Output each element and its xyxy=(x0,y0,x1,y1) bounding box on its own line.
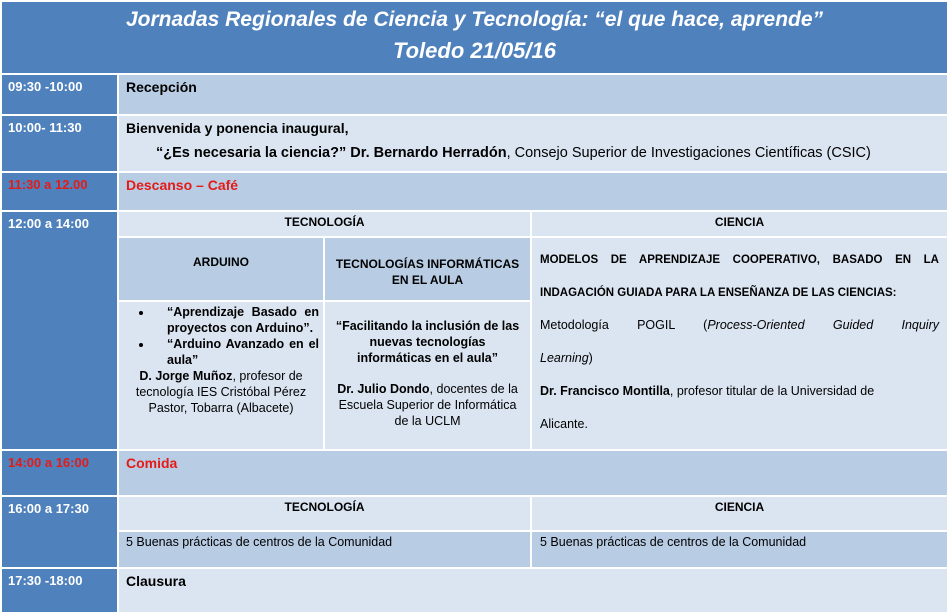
science-cell xyxy=(532,238,947,449)
arduino-speaker-info: , profesor de tecnología IES Cristóbal Pérez Pastor, Tobarra (Albacete) xyxy=(135,369,307,415)
time-cell-closing: 17:30 -18:00 xyxy=(2,569,117,612)
time-cell-reception: 09:30 -10:00 xyxy=(2,75,117,114)
science-method-line xyxy=(540,318,939,332)
science-method-line-2 xyxy=(540,351,593,365)
reception-label: Recepción xyxy=(119,75,947,114)
arduino-talk-list xyxy=(123,304,319,368)
science-speaker-line-2 xyxy=(540,417,588,431)
science-title-1: MODELOS DE APRENDIZAJE COOPERATIVO, BASADO EN LA xyxy=(540,254,939,266)
sessions-science-header: CIENCIA xyxy=(532,212,947,236)
keynote-affiliation: , Consejo Superior de Investigaciones Científicas (CSIC) xyxy=(506,145,871,161)
arduino-cell xyxy=(119,302,323,449)
science-title-2: INDAGACIÓN GUIADA PARA LA ENSEÑANZA DE LAS CIENCIAS: xyxy=(540,287,897,299)
it-speaker-line xyxy=(331,381,524,429)
science-method-italic-2: Learning xyxy=(540,351,589,365)
practices-tech-text: 5 Buenas prácticas de centros de la Comunidad xyxy=(119,532,530,567)
it-talk-title: “Facilitando la inclusión de las nuevas tecnologías informáticas en el aula” xyxy=(335,319,520,365)
arduino-talk-item: • “Arduino Avanzado en el aula” xyxy=(153,336,319,368)
header-date: Toledo 21/05/16 xyxy=(392,38,557,63)
arduino-talk-item: • “Aprendizaje Basado en proyectos con Arduino”. xyxy=(153,304,319,336)
science-method-italic-1: Process-Oriented Guided Inquiry xyxy=(707,318,939,332)
science-speaker-line xyxy=(540,384,874,398)
it-header: TECNOLOGÍAS INFORMÁTICAS EN EL AULA xyxy=(325,238,530,300)
welcome-label: Bienvenida y ponencia inaugural, xyxy=(126,120,349,136)
arduino-speaker-line xyxy=(123,368,319,416)
time-cell-sessions: 12:00 a 14:00 xyxy=(2,212,117,449)
science-speaker-university: Alicante xyxy=(540,417,585,431)
welcome-cell xyxy=(119,116,947,171)
practices-science-text: 5 Buenas prácticas de centros de la Comunidad xyxy=(532,532,947,567)
arduino-speaker: D. Jorge Muñoz xyxy=(139,369,233,383)
time-cell-break: 11:30 a 12.00 xyxy=(2,173,117,210)
agenda-header xyxy=(2,2,947,73)
practices-tech-header: TECNOLOGÍA xyxy=(119,497,530,530)
it-cell xyxy=(325,302,530,449)
it-speaker: Dr. Julio Dondo xyxy=(337,382,430,396)
header-title: Jornadas Regionales de Ciencia y Tecnología: “el que hace, aprende” xyxy=(125,8,824,31)
practices-science-header: CIENCIA xyxy=(532,497,947,530)
science-method-prefix: Metodología POGIL ( xyxy=(540,318,708,332)
time-cell-lunch: 14:00 a 16:00 xyxy=(2,451,117,495)
time-cell-welcome: 10:00- 11:30 xyxy=(2,116,117,171)
keynote-line xyxy=(156,145,871,161)
science-speaker-info: , profesor titular de la Universidad de xyxy=(669,384,875,398)
it-speaker-info: , docentes de la Escuela Superior de Informática de la UCLM xyxy=(338,382,518,428)
closing-label: Clausura xyxy=(119,569,947,612)
break-label: Descanso – Café xyxy=(119,173,947,210)
keynote-title: “¿Es necesaria la ciencia?” xyxy=(156,145,347,161)
time-cell-practices: 16:00 a 17:30 xyxy=(2,497,117,567)
science-speaker: Dr. Francisco Montilla xyxy=(540,384,670,398)
keynote-speaker: Dr. Bernardo Herradón xyxy=(350,145,507,161)
science-speaker-end: . xyxy=(584,417,588,431)
arduino-header: ARDUINO xyxy=(119,238,323,300)
science-method-suffix: ) xyxy=(588,351,593,365)
sessions-tech-header: TECNOLOGÍA xyxy=(119,212,530,236)
lunch-label: Comida xyxy=(119,451,947,495)
